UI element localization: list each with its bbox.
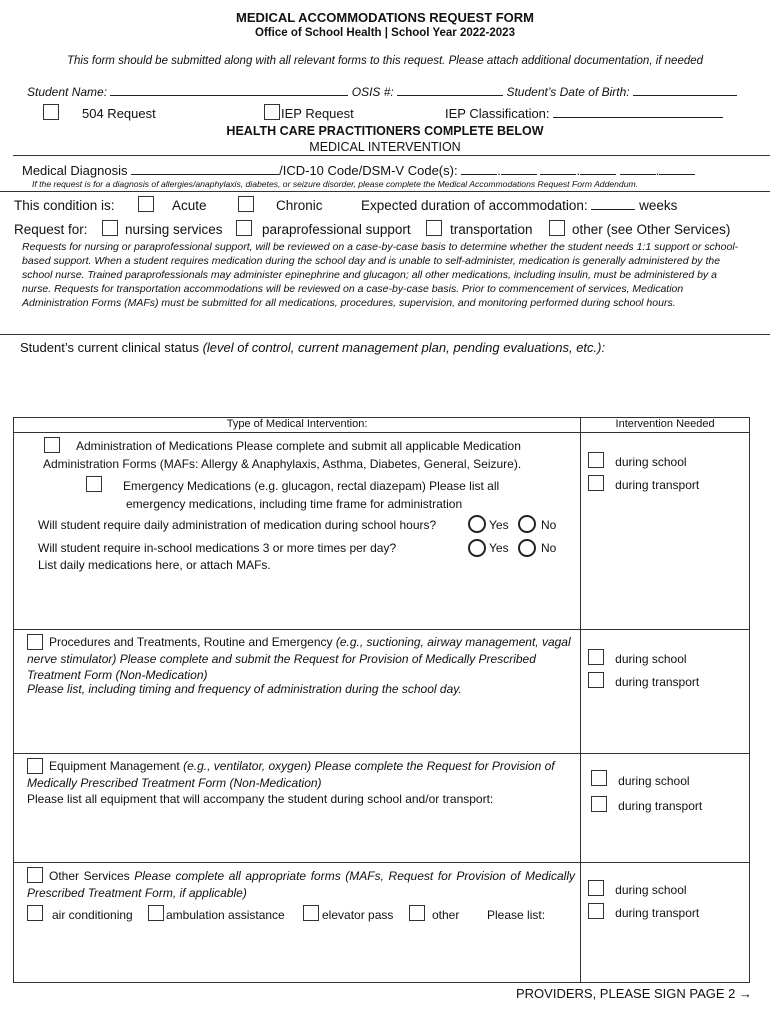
intervention-table: [13, 417, 750, 983]
equipment-text: [27, 758, 575, 791]
diagnosis-note: If the request is for a diagnosis of allergies/anaphylaxis, diabetes, or seizure disorder, please complete the Medical Accommodations Request Form Addendum.: [32, 179, 639, 189]
other-services-title: Other Services: [49, 869, 130, 883]
other-during-transport-checkbox[interactable]: [588, 903, 604, 919]
sign-page-2-note: PROVIDERS, PLEASE SIGN PAGE 2 →: [516, 986, 752, 1001]
other-label: other: [432, 908, 460, 922]
during-school-label: during school: [615, 455, 687, 469]
icd-code-1a[interactable]: [461, 163, 497, 175]
paraprofessional-checkbox[interactable]: [236, 220, 252, 236]
col-header-type: Type of Medical Intervention:: [14, 418, 581, 433]
procedures-text: [27, 634, 575, 684]
three-times-question: Will student require in-school medications 3 or more times per day?: [38, 541, 397, 555]
equipment-needed-cell: [581, 754, 750, 863]
yes-label: Yes: [489, 541, 509, 555]
ambulation-checkbox[interactable]: [148, 905, 164, 921]
emergency-meds-line1: Emergency Medications (e.g. glucagon, rectal diazepam) Please list all: [123, 479, 500, 493]
daily-meds-no-radio[interactable]: [518, 515, 536, 533]
equipment-cell: [14, 754, 581, 863]
iep-request-label: IEP Request: [281, 106, 354, 121]
equip-during-transport-checkbox[interactable]: [591, 796, 607, 812]
emergency-meds-checkbox[interactable]: [86, 476, 102, 492]
paraprofessional-label: paraprofessional support: [262, 222, 411, 237]
daily-meds-yes-radio[interactable]: [468, 515, 486, 533]
dob-field[interactable]: [633, 84, 737, 96]
icd-label: /ICD-10 Code/DSM-V Code(s):: [279, 163, 458, 178]
medical-intervention-heading: MEDICAL INTERVENTION: [309, 140, 461, 154]
clinical-status-field[interactable]: [20, 358, 750, 413]
divider: [0, 334, 770, 335]
iep-classification-label: IEP Classification:: [445, 106, 550, 121]
during-transport-label: during transport: [615, 675, 700, 689]
table-row: [14, 754, 750, 863]
acute-checkbox[interactable]: [138, 196, 154, 212]
iep-classification-field[interactable]: [553, 106, 723, 118]
air-conditioning-label: air conditioning: [52, 908, 133, 922]
proc-during-transport-checkbox[interactable]: [588, 672, 604, 688]
clinical-status-hint: (level of control, current management plan, pending evaluations, etc.):: [202, 340, 606, 355]
transportation-label: transportation: [450, 222, 533, 237]
procedures-list-instruction: Please list, including timing and frequency of administration during the school day.: [27, 682, 462, 696]
diagnosis-label: Medical Diagnosis: [22, 163, 128, 178]
meds-during-transport-checkbox[interactable]: [588, 475, 604, 491]
during-transport-label: during transport: [615, 906, 700, 920]
procedures-instructions: (e.g., suctioning, airway management, vagal nerve stimulator) Please complete and submit the Request for Provision of Medically Prescribed Treatment Form (Non-Medication): [27, 635, 571, 682]
clinical-status-label: Student’s current clinical status: [20, 340, 199, 355]
duration-row: [361, 198, 677, 213]
during-transport-label: during transport: [618, 799, 703, 813]
request-504-checkbox[interactable]: [43, 104, 59, 120]
air-conditioning-checkbox[interactable]: [27, 905, 43, 921]
meds-during-school-checkbox[interactable]: [588, 452, 604, 468]
elevator-pass-label: elevator pass: [322, 908, 394, 922]
other-services-instructions: Please complete all appropriate forms (MAFs, Request for Provision of Medically Prescribed Treatment Form, if applicable): [27, 869, 575, 900]
other-services-label: other (see Other Services): [572, 222, 731, 237]
iep-classification-row: [445, 106, 723, 121]
icd-code-3a[interactable]: [620, 163, 656, 175]
other-during-school-checkbox[interactable]: [588, 880, 604, 896]
proc-during-school-checkbox[interactable]: [588, 649, 604, 665]
other-needed-cell: [581, 863, 750, 983]
request-504-label: 504 Request: [82, 106, 156, 121]
form-instruction: This form should be submitted along with all relevant forms to this request. Please attach additional documentation, if needed: [66, 55, 704, 67]
during-transport-label: during transport: [615, 478, 700, 492]
clinical-status-row: [20, 340, 605, 355]
form-subtitle: Office of School Health | School Year 2022-2023: [255, 27, 515, 39]
diagnosis-field[interactable]: [131, 163, 279, 175]
no-label: No: [541, 518, 557, 532]
procedures-needed-cell: [581, 630, 750, 754]
medications-checkbox[interactable]: [44, 437, 60, 453]
col-header-needed: Intervention Needed: [581, 418, 750, 433]
other-services-cell: [14, 863, 581, 983]
other-services-text: [27, 868, 575, 901]
during-school-label: during school: [618, 774, 690, 788]
yes-label: Yes: [489, 518, 509, 532]
table-row: [14, 433, 750, 630]
other-checkbox[interactable]: [409, 905, 425, 921]
please-list-label: Please list:: [487, 908, 546, 922]
medications-cell: [14, 433, 581, 630]
request-for-label: Request for:: [14, 222, 88, 237]
osis-label: OSIS #:: [351, 85, 394, 99]
table-row: [14, 630, 750, 754]
divider: [0, 191, 770, 192]
student-name-field[interactable]: [110, 84, 348, 96]
request-policy-note: Requests for nursing or paraprofessional support, will be reviewed on a case-by-case basis to determine whether the student needs 1:1 support or school-based support. When a student requires medication during the school day and is unable to self-administer, medication is generally administered by the school nurse. Trained paraprofessionals may administer epinephrine and glucagon; all other medications, including insulin, must be administered by a nurse. Requests for transportation accommodations will be reviewed on a case-by-case basis. Prior to commencement of services, Medication Administration Forms (MAFs) must be submitted for all medications, procedures, supervision, and monitoring performed during school hours.: [22, 241, 739, 309]
three-times-yes-radio[interactable]: [468, 539, 486, 557]
nursing-services-label: nursing services: [125, 222, 223, 237]
weeks-label: weeks: [639, 198, 678, 213]
elevator-pass-checkbox[interactable]: [303, 905, 319, 921]
icd-code-3b[interactable]: [659, 163, 695, 175]
during-school-label: during school: [615, 883, 687, 897]
table-row: [14, 863, 750, 983]
student-name-label: Student Name:: [27, 85, 108, 99]
duration-field[interactable]: [591, 198, 635, 210]
student-info-row: [27, 84, 737, 99]
form-title: MEDICAL ACCOMMODATIONS REQUEST FORM: [235, 10, 535, 25]
dob-label: Student’s Date of Birth:: [506, 85, 630, 99]
osis-field[interactable]: [397, 84, 503, 96]
no-label: No: [541, 541, 557, 555]
equipment-title: Equipment Management: [49, 759, 180, 773]
equipment-list-instruction: Please list all equipment that will accompany the student during school and/or transport:: [27, 792, 494, 806]
equip-during-school-checkbox[interactable]: [591, 770, 607, 786]
medications-line1: Administration of Medications Please complete and submit all applicable Medication: [76, 439, 521, 453]
transportation-checkbox[interactable]: [426, 220, 442, 236]
equipment-instructions: (e.g., ventilator, oxygen) Please complete the Request for Provision of Medically Prescribed Treatment Form (Non-Medication): [27, 759, 555, 790]
medications-needed-cell: [581, 433, 750, 630]
divider: [13, 155, 770, 156]
procedures-cell: [14, 630, 581, 754]
icd-code-2b[interactable]: [580, 163, 616, 175]
icd-code-2a[interactable]: [540, 163, 576, 175]
medications-line2: Administration Forms (MAFs: Allergy & Anaphylaxis, Asthma, Diabetes, General, Seizure).: [43, 457, 522, 471]
other-services-checkbox[interactable]: [549, 220, 565, 236]
acute-label: Acute: [172, 198, 207, 213]
practitioner-heading: HEALTH CARE PRACTITIONERS COMPLETE BELOW: [226, 124, 544, 138]
procedures-title: Procedures and Treatments, Routine and Emergency: [49, 635, 333, 649]
diagnosis-row: Medical Diagnosis /ICD-10 Code/DSM-V Code(s): . . .: [22, 163, 695, 178]
emergency-meds-line2: emergency medications, including time frame for administration: [126, 497, 463, 511]
condition-label: This condition is:: [14, 198, 115, 213]
chronic-label: Chronic: [276, 198, 323, 213]
daily-meds-question: Will student require daily administration of medication during school hours?: [38, 518, 437, 532]
duration-label: Expected duration of accommodation:: [361, 198, 588, 213]
ambulation-label: ambulation assistance: [166, 908, 285, 922]
list-meds-instruction: List daily medications here, or attach MAFs.: [38, 558, 271, 572]
during-school-label: during school: [615, 652, 687, 666]
icd-code-1b[interactable]: [501, 163, 537, 175]
three-times-no-radio[interactable]: [518, 539, 536, 557]
chronic-checkbox[interactable]: [238, 196, 254, 212]
nursing-services-checkbox[interactable]: [102, 220, 118, 236]
iep-request-checkbox[interactable]: [264, 104, 280, 120]
